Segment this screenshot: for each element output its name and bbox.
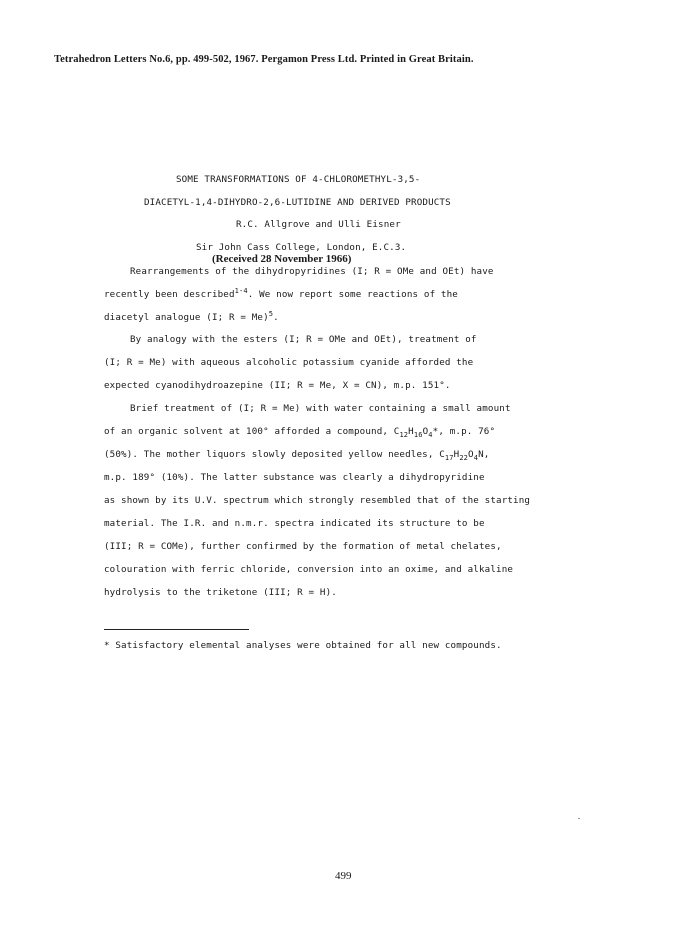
footnote: * Satisfactory elemental analyses were obtained for all new compounds. [104, 640, 502, 651]
scan-speck [578, 818, 580, 819]
p3-line-1: Brief treatment of (I; R = Me) with water containing a small amount [130, 403, 511, 414]
authors: R.C. Allgrove and Ulli Eisner [236, 219, 401, 230]
p3-line-7: (III; R = COMe), further confirmed by the formation of metal chelates, [104, 541, 502, 552]
p3-line-4: m.p. 189° (10%). The latter substance was clearly a dihydropyridine [104, 472, 485, 483]
p1-line-3: diacetyl analogue (I; R = Me)$^5$. [104, 309, 279, 323]
p3-line-9: hydrolysis to the triketone (III; R = H). [104, 587, 337, 598]
received-date: (Received 28 November 1966) [212, 253, 352, 265]
title-line-2: DIACETYL-1,4-DIHYDRO-2,6-LUTIDINE AND DERIVED PRODUCTS [144, 197, 451, 208]
p3-line-6: material. The I.R. and n.m.r. spectra indicated its structure to be [104, 518, 485, 529]
p2-line-2: (I; R = Me) with aqueous alcoholic potassium cyanide afforded the [104, 357, 474, 368]
p2-line-1: By analogy with the esters (I; R = OMe and OEt), treatment of [130, 334, 477, 345]
p3-line-3: (50%). The mother liquors slowly deposited yellow needles, $C_{17}H_{22}O_4N$, [104, 449, 490, 462]
p3-line-8: colouration with ferric chloride, conversion into an oxime, and alkaline [104, 564, 514, 575]
p3-line-5: as shown by its U.V. spectrum which strongly resembled that of the starting [104, 495, 531, 506]
p3-line-2: of an organic solvent at 100° afforded a compound, $C_{12}H_{16}O_4*$, m.p. 76° [104, 426, 496, 439]
affiliation: Sir John Cass College, London, E.C.3. [196, 242, 407, 253]
footnote-rule [104, 629, 249, 630]
running-header: Tetrahedron Letters No.6, pp. 499-502, 1967. Pergamon Press Ltd. Printed in Great Britain. [54, 54, 474, 65]
title-line-1: SOME TRANSFORMATIONS OF 4-CHLOROMETHYL-3,5- [176, 174, 421, 185]
p1-line-1: Rearrangements of the dihydropyridines (I; R = OMe and OEt) have [130, 266, 494, 277]
p2-line-3: expected cyanodihydroazepine (II; R = Me, X = CN), m.p. 151°. [104, 380, 451, 391]
page-number: 499 [335, 870, 352, 882]
p1-line-2: recently been described$^{1-4}$. We now report some reactions of the [104, 286, 458, 300]
